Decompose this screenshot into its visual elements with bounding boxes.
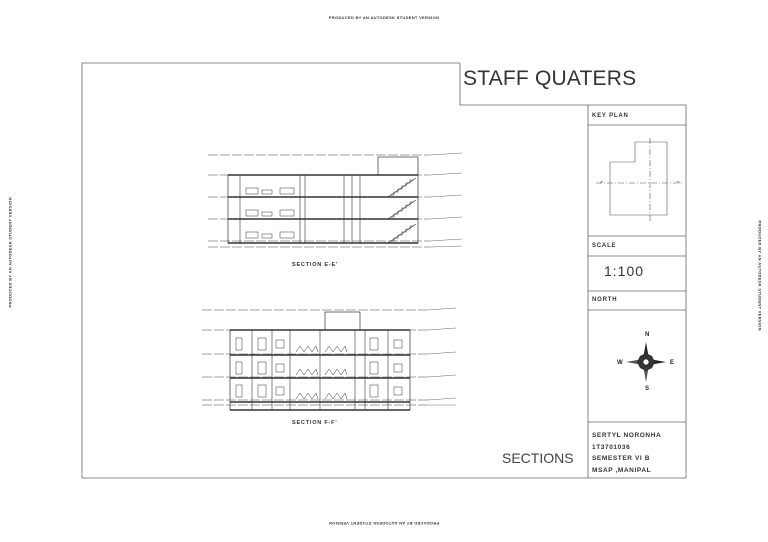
key-plan-label: KEY PLAN — [592, 113, 629, 119]
sheet-title: STAFF QUATERS — [463, 67, 637, 90]
drawing-name: SECTIONS — [502, 450, 574, 466]
student-id: 1T3701036 — [592, 444, 631, 451]
student-name: SERTYL NORONHA — [592, 432, 662, 439]
compass-w: W — [617, 360, 623, 366]
key-plan — [596, 138, 684, 222]
compass-n: N — [645, 332, 650, 338]
compass-e: E — [670, 360, 675, 366]
watermark-top: PRODUCED BY AN AUTODESK STUDENT VERSION — [328, 15, 440, 20]
student-semester: SEMESTER VI B — [592, 455, 651, 462]
section-ff-caption: SECTION F-F' — [292, 420, 338, 426]
watermark-right: PRODUCED BY AN AUTODESK STUDENT VERSION — [757, 220, 763, 331]
watermark-bottom: PRODUCED BY AN AUTODESK STUDENT VERSION — [328, 521, 440, 526]
section-ff-drawing — [202, 308, 456, 410]
scale-label: SCALE — [592, 243, 617, 249]
scale-value: 1:100 — [604, 263, 645, 279]
watermark-left: PRODUCED BY AN AUTODESK STUDENT VERSION — [7, 197, 13, 308]
compass-s: S — [645, 386, 650, 392]
compass-icon — [617, 332, 674, 392]
section-ee-drawing — [208, 153, 462, 247]
student-college: MSAP ,MANIPAL — [592, 467, 652, 474]
section-ee-caption: SECTION E-E' — [292, 262, 339, 268]
title-block — [588, 105, 686, 478]
north-label: NORTH — [592, 297, 618, 303]
